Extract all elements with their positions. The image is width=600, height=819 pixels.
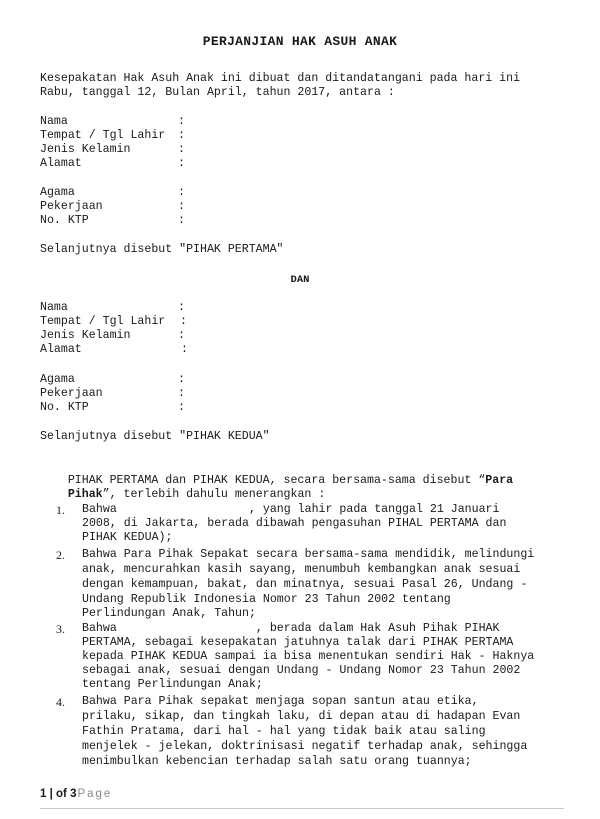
party1-colon: :	[178, 214, 185, 227]
party2-colon: :	[178, 373, 185, 386]
para-bold: Para	[485, 474, 514, 487]
party1-field-ktp: No. KTP	[40, 214, 89, 227]
party1-colon: :	[178, 143, 185, 156]
page-current: 1	[40, 788, 47, 800]
party2-colon: :	[181, 343, 188, 356]
list-line: Bahwa Para Pihak Sepakat secara bersama-sama mendidik, melindungi	[82, 548, 535, 561]
list-line: Perlindungan Anak, Tahun;	[82, 607, 256, 620]
party1-field-jk: Jenis Kelamin	[40, 143, 131, 156]
party1-field-pekerjaan: Pekerjaan	[40, 200, 103, 213]
list-line: prilaku, sikap, dan tingkah laku, di depan atau di hadapan Evan	[82, 710, 521, 723]
list-number: 2.	[56, 548, 65, 562]
party1-colon: :	[178, 186, 185, 199]
page-footer	[40, 788, 112, 800]
party1-referred: Selanjutnya disebut "PIHAK PERTAMA"	[40, 243, 284, 256]
para-pihak-text-2: ”, terlebih dahulu menerangkan :	[102, 488, 326, 501]
party2-referred: Selanjutnya disebut "PIHAK KEDUA"	[40, 430, 270, 443]
list-line: kepada PIHAK KEDUA sampai ia bisa menentukan sendiri Hak - Haknya	[82, 650, 535, 663]
list-line: tentang Perlindungan Anak;	[82, 678, 263, 691]
party2-colon: :	[178, 329, 185, 342]
party1-field-ttl: Tempat / Tgl Lahir	[40, 129, 166, 142]
list-line: menjelek - jelekan, doktrinisasi negatif terhadap anak, sehingga	[82, 740, 528, 753]
list-line: sebagai anak, sesuai dengan Undang - Undang Nomor 23 Tahun 2002	[82, 664, 521, 677]
party2-colon: :	[178, 401, 185, 414]
list-line: PERTAMA, sebagai kesepakatan jatuhnya talak dari PIHAK PERTAMA	[82, 636, 514, 649]
list-line: PIHAK KEDUA);	[82, 531, 173, 544]
list-number: 3.	[56, 622, 65, 636]
intro-line-1: Kesepakatan Hak Asuh Anak ini dibuat dan ditandatangani pada hari ini	[40, 72, 521, 85]
list-line: 2008, di Jakarta, berada dibawah pengasuhan PIHAL PERTAMA dan	[82, 517, 507, 530]
party2-colon: :	[178, 301, 185, 314]
party2-field-agama: Agama	[40, 373, 75, 386]
pihak-bold: Pihak	[67, 488, 103, 501]
dan-separator: DAN	[290, 274, 310, 286]
list-number: 1.	[56, 503, 65, 517]
list-line: Bahwa , yang lahir pada tanggal 21 Januari	[82, 503, 500, 516]
party1-colon: :	[178, 129, 185, 142]
para-pihak-text: PIHAK PERTAMA dan PIHAK KEDUA, secara bersama-sama disebut “	[67, 474, 486, 487]
list-line: anak, mencurahkan kasih sayang, menumbuh kembangkan anak sesuai	[82, 563, 521, 576]
list-line: Fathin Pratama, dari hal - hal yang tidak baik atau saling	[82, 725, 486, 738]
list-line: dengan kemampuan, bakat, dan minatnya, sesuai Pasal 26, Undang -	[82, 578, 528, 591]
party1-colon: :	[178, 115, 185, 128]
page-word: Page	[77, 788, 113, 800]
party2-field-nama: Nama	[40, 301, 68, 314]
party2-colon: :	[180, 315, 187, 328]
page-total: of 3	[56, 788, 77, 800]
list-line: Bahwa Para Pihak sepakat menjaga sopan santun atau etika,	[82, 695, 479, 708]
party2-field-pekerjaan: Pekerjaan	[40, 387, 103, 400]
party1-colon: :	[178, 157, 185, 170]
page-sep: |	[46, 788, 57, 800]
intro-line-2: Rabu, tanggal 12, Bulan April, tahun 2017, antara :	[40, 86, 395, 99]
list-number: 4.	[56, 695, 65, 709]
list-line: menimbulkan kebencian terhadap salah satu orang tuannya;	[82, 755, 472, 768]
list-line: Bahwa , berada dalam Hak Asuh Pihak PIHAK	[82, 622, 500, 635]
party2-field-ttl: Tempat / Tgl Lahir	[40, 315, 166, 328]
party1-field-agama: Agama	[40, 186, 75, 199]
party2-field-jk: Jenis Kelamin	[40, 329, 131, 342]
party1-colon: :	[178, 200, 185, 213]
party2-colon: :	[178, 387, 185, 400]
party1-field-alamat: Alamat	[40, 157, 82, 170]
list-line: Undang Republik Indonesia Nomor 23 Tahun 2002 tentang	[82, 593, 451, 606]
party1-field-nama: Nama	[40, 115, 68, 128]
party2-field-ktp: No. KTP	[40, 401, 89, 414]
footer-divider	[40, 808, 564, 809]
party2-field-alamat: Alamat	[40, 343, 82, 356]
document-title: PERJANJIAN HAK ASUH ANAK	[202, 34, 398, 49]
